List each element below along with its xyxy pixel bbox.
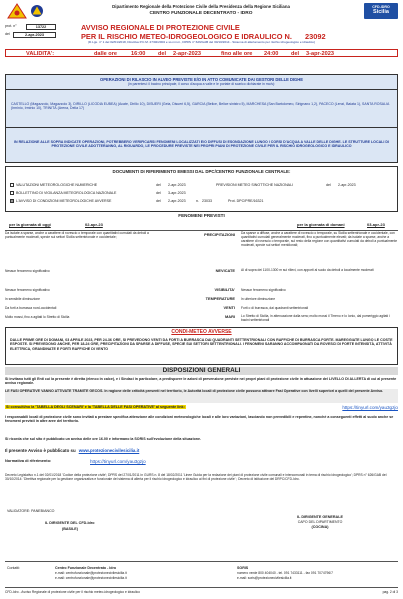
- document-checkbox[interactable]: [10, 183, 14, 187]
- operations-box: [5, 74, 398, 163]
- normative-row: [5, 459, 398, 467]
- phenomena-today-snow: Nessun fenomeno significativo: [5, 269, 50, 273]
- general-p1-text: Si invitano tutti gli Enti cui la presente è diretta (elenco in calce), e i Sindaci in particolare, a predisporre le azioni di prevenzione previste nei propri piani di protezione civile in attuazione del LIVELLO DI ALLERTA di cui al presente avviso regionale.: [5, 377, 397, 386]
- phenomena-section: [5, 213, 398, 323]
- title-legal: (D.Lgs. n° 1 del 02/01/2018, Direttiva P.C.M. 27/02/2004 e ss.mm.ii., DPRS n° 626/GAB del 30/10/2014 - Sistema di allertamento per rischio idrogeologico e idraulico): [87, 40, 315, 44]
- document-name-2: PREVISIONI METEO SINOTTICHE NAZIONALI: [216, 182, 294, 187]
- document-date: 2-apr-2023: [168, 182, 186, 187]
- publish-label: Il presente Avviso è pubblicato su: [5, 448, 76, 453]
- phenomena-title: FENOMENI PREVISTI: [178, 213, 225, 218]
- document-del-2: del: [326, 182, 331, 187]
- phenomena-tomorrow-wind: Forti o di burrasca, dai quadranti settentrionali: [241, 306, 309, 310]
- normative-label: Normativa di riferimento:: [5, 458, 52, 463]
- general-p5-text: Si ricorda che sul sito è pubblicato un avviso delle ore 16.00 e informano la SORIS sull'evoluzione della situazione.: [5, 437, 201, 441]
- phenomena-tomorrow-snow: Al di sopra dei 1100-1300 m sui rilievi, con apporti al suolo da deboli a localmente moderati: [241, 268, 374, 272]
- phenomena-today-vis: Nessun fenomeno significativo: [5, 288, 50, 292]
- tomorrow-label: per la giornata di domani: [297, 222, 345, 227]
- right-signer-sub: CAPO DEL DIPARTIMENTO: [297, 520, 343, 524]
- header-centre: CENTRO FUNZIONALE DECENTRATO - IDRO: [149, 11, 253, 16]
- tomorrow-date: 03-apr-23: [367, 222, 385, 227]
- cfd-logo: [364, 3, 398, 19]
- phenomena-cat-precip: PRECIPITAZIONI: [204, 232, 235, 237]
- phenomena-today-wind: Da forti a burrasca nord-occidentali: [5, 306, 57, 310]
- signatures: [5, 509, 398, 551]
- header: [5, 3, 398, 21]
- title-block: [5, 23, 398, 48]
- phenomena-cat-snow: NEVICATE: [215, 268, 235, 273]
- phenomena-tomorrow-precip: Da sparse a diffuse, anche a carattere di rovescio o temporale, su Sicilia settentrionale e occidentale, con quantitativi cumulati generalmente moderati, fino a puntualmente elevati; da isolate a sparse, anche a carattere di rovescio o temporale, sul resto della regione con quantitativi cumulati da deboli a puntualmente moderati, specie sui settori meridionali;: [241, 231, 398, 248]
- footer-page: pag. 2 di 3: [382, 590, 398, 594]
- sicily-logo: [7, 3, 27, 19]
- general-p2-text: LE FASI OPERATIVE VANNO ATTIVATE TRAMITE GECOS. In ragione delle criticità presenti nel territorio, le Autorità locali di protezione civile possono attivare Fasi Operative con livelli superiori a quelli del presente Avviso.: [5, 389, 384, 393]
- civil-protection-logo: [30, 4, 44, 18]
- general-p3: [5, 405, 398, 413]
- today-date: 02-apr-23: [85, 222, 103, 227]
- document-del: del: [156, 190, 161, 195]
- document-checkbox[interactable]: [10, 191, 14, 195]
- document-checkbox[interactable]: x: [11, 199, 13, 203]
- document-row: [10, 197, 395, 205]
- validity-label: VALIDITA':: [26, 51, 55, 57]
- general-p5: [5, 437, 398, 445]
- document-date-2: 2-apr-2023: [338, 182, 356, 187]
- normative-link[interactable]: https://tinyurl.com/yau3gzjo: [90, 459, 146, 464]
- tables-link-label: Si consulti/no la 'TABELLA DEGLI SCENARI' e la 'TABELLA DELLE FASI OPERATIVE' al seguente link:: [6, 405, 185, 409]
- document-del: del: [156, 198, 161, 203]
- today-label: per la giornata di oggi: [9, 222, 51, 227]
- documents-rows: [10, 181, 395, 205]
- date-label: del: [5, 32, 10, 37]
- phenomena-tomorrow-temp: In ulteriore diminuzione: [241, 297, 276, 301]
- document-name: VALUTAZIONI METEOROLOGICHE NUMERICHE: [16, 182, 98, 187]
- header-department: Dipartimento Regionale della Protezione Civile della Presidenza della Regione Siciliana: [112, 4, 290, 9]
- contacts: [5, 561, 398, 581]
- document-name: L'AVVISO DI CONDIZIONI METEOROLOGICHE AVVERSE: [16, 198, 112, 203]
- phenomena-cat-temp: TEMPERATURE: [205, 296, 235, 301]
- document-n-value: 23033: [202, 198, 212, 203]
- contacts-label: Contatti:: [7, 566, 21, 570]
- document-n-label: n.: [196, 198, 199, 203]
- document-date: 2-apr-2023: [168, 198, 186, 203]
- right-signer-name: (COCINA): [311, 525, 329, 529]
- contacts-org: Centro Funzionale Decentrato - Idro: [55, 566, 117, 570]
- phenomena-cat-sea: MARI: [225, 314, 235, 319]
- right-signer-title: IL DIRIGENTE GENERALE: [297, 515, 343, 519]
- soris-phone: numero verde 800 404040 - tel. 091 7433111 - fax 091 7074796/7: [237, 571, 333, 575]
- document-prot: Prot. DPC/PRE/16321: [228, 198, 264, 203]
- date-value: 2-apr-2023: [13, 32, 56, 38]
- title-line1: AVVISO REGIONALE DI PROTEZIONE CIVILE: [81, 23, 240, 32]
- validity-to-label: fino alle ore: [221, 51, 253, 57]
- general-title-bar: [5, 367, 398, 375]
- title-line2: PER IL RISCHIO METEO-IDROGEOLOGICO E IDRAULICO N.: [81, 32, 292, 41]
- validator-label: VALIDATORE: PANEBIANCO: [7, 509, 55, 513]
- prot-label: prot. n°: [5, 24, 17, 29]
- document-date: 3-apr-2023: [168, 190, 186, 195]
- footer-left: CFD-Idro - Avviso Regionale di protezione civile per il rischio meteo-idrogeologico e idraulico: [5, 590, 140, 594]
- phenomena-tomorrow-vis: Nessun fenomeno significativo: [241, 288, 286, 292]
- phenomena-today-sea: Molto mossi, fino a agitati lo Stretto di Sicilia: [5, 315, 70, 319]
- cfd-logo-sub: Sicilia: [373, 9, 389, 16]
- validity-from-del: del: [158, 51, 167, 57]
- normative-text: Decreto Legislativo n.1 del 02/01/2018 'Codice della protezione civile'; DPRS del 27/01/2011 in GURS n. 8 del 18/02/2011 'Linee Guida per la redazione dei piani di protezione civile comunali e intercomunali in tema di rischio idrogeologico'; DPRS n° 626/GAB del 30/10/2014: 'Direttiva regionale per la gestione organizzativa e funzionale del sistema di allerta per il rischio idrogeologico e idraulico ai fini di protezione civile' ; Decreto di istituzione del DRPC/CFD-Idro.: [5, 473, 387, 482]
- general-p4: [5, 415, 398, 435]
- document-row: [10, 181, 395, 189]
- validity-from-date: 2-apr-2023: [173, 51, 201, 57]
- validity-to-date: 3-apr-2023: [306, 51, 334, 57]
- title-number: 23092: [305, 32, 326, 41]
- protocol-box: [5, 23, 65, 38]
- general-p2: [5, 389, 398, 403]
- general-p6: [5, 448, 398, 456]
- document-row: [10, 189, 395, 197]
- document-page: [5, 3, 398, 595]
- publish-link[interactable]: www.protezionecivilesicilia.it: [78, 448, 140, 453]
- validity-from-time: 16:00: [131, 51, 146, 57]
- phenomena-tomorrow-sea: Lo Stretto di Sicilia, in attenuazione dalla sera; molto mossi il Tirreno e lo Ionio, dal pomeriggio agitati i bacini settentrionali: [241, 314, 390, 323]
- documents-title: DOCUMENTI DI RIFERIMENTO EMESSI DAL DPC/CENTRO FUNZIONALE CENTRALE:: [112, 169, 291, 174]
- validity-bar: [5, 49, 398, 57]
- validity-to-time: 24:00: [264, 51, 279, 57]
- validity-to-del: del: [291, 51, 300, 57]
- contacts-email1[interactable]: e-mail: centrofunzionale@protezionecivilesicilia.it: [55, 571, 127, 575]
- adverse-text: DALLE PRIME ORE DI DOMANI, 03 APRILE 2023, PER 24-36 ORE, SI PREVEDONO VENTI DA FORTI A BURRASCA DAI QUADRANTI SETTENTRIONALI CON RAFFICHE DI BURRASCA FORTE. MAREGGIATE LUNGO LE COSTE ESPOSTE. SI PREVEDONO ANCHE, PER 18-24 ORE, PRECIPITAZIONI DA SPARSE A DIFFUSE, SPECIE SUI SETTORI SETTENTRIONALI. I FENOMENI SARANNO ACCOMPAGNATI DA ROVESCI DI FORTE INTENSITÀ, ATTIVITÀ ELETTRICA, GRANDINATE E FORTI RAFFICHE DI VENTO: [10, 338, 393, 351]
- phenomena-cat-wind: VENTI: [223, 305, 235, 310]
- tables-link[interactable]: https://tinyurl.com/yau3gzjo: [342, 405, 398, 410]
- operations-title: OPERAZIONI DI RILASCIO IN ALVEO PREVISTE E/O IN ATTO COMUNICATE DAI GESTORI DELLE DIGHE: [100, 77, 303, 82]
- phenomena-today-temp: In sensibile diminuzione: [5, 297, 41, 301]
- operations-warning: IN RELAZIONE ALLE SOPRA INDICATE OPERAZIONI, POTREBBERO VERIFICARSI FENOMENI LOCALIZZATI E/O DIFFUSI DI ESONDAZIONE LUNGO I CORSI D'ACQUA A VALLE DELLE DIGHE. LE STRUTTURE LOCALI DI PROTEZIONE CIVILE ADOTTERANNO, AL RIGUARDO, LE PROCEDURE PREVISTE NEI PROPRI PIANI DI PROTEZIONE CIVILE PER IL RISCHIO IDROGEOLOGICO E IDRAULICO: [14, 140, 389, 149]
- normative-text-row: [5, 473, 398, 495]
- operations-divider-2: [6, 127, 397, 128]
- general-title: DISPOSIZIONI GENERALI: [162, 367, 241, 374]
- validity-from-label: dalle ore: [94, 51, 118, 57]
- cfd-logo-text: CFD-IDRO: [372, 5, 390, 9]
- adverse-title: CONDI-METEO AVVERSE: [171, 329, 232, 335]
- general-p4-text: I responsabili locali di protezione civile sono invitati a prestare specifica attenzione alle condizioni meteorologiche locali e alle loro variazioni, lasciando non prevedibili e repentine, nonché a conseguenti effetti al suolo anche se fenomeni previsti in altre aree del territorio.: [5, 415, 394, 424]
- footer: [5, 587, 398, 594]
- left-signer-name: (BASILE): [62, 527, 78, 531]
- document-name: BOLLETTINO DI VIGILANZA METEOROLOGICA NAZIONALE: [16, 190, 117, 195]
- left-signer-title: IL DIRIGENTE DEL CFD-Idro: [45, 521, 95, 525]
- adverse-box: [5, 327, 398, 365]
- operations-list: CASTELLO (Magazzolo, Magazzolo 3), DIRILLO (LICODIA EUBEA) (Acate, Dirillo 10), DISUERI (Gela, Disueri 6,5), GARCIA (Belice, Belice sinistro 5), MARCHESA (San Bartolomeo, Sirignano 1,2), PACECO (Lenzi, Baiata 1), SANTA ROSALIA (Irminio, Irminio 10), TRINITÀ (Arena, Delia 17): [11, 102, 390, 111]
- operations-subtitle: (in parentesi: il bacino principale, il corso d'acqua a valle e le portate di scarico dichiarate in mc/s):: [127, 82, 276, 87]
- operations-divider: [6, 89, 397, 90]
- documents-box: [5, 166, 398, 212]
- document-del: del: [156, 182, 161, 187]
- soris-email[interactable]: e-mail: soris@protezionecivilesicilia.it: [237, 576, 292, 580]
- phenomena-today-precip: Da isolate a sparse, anche a carattere di rovescio o temporale con quantitativi cumulati da deboli a puntualmente moderati, specie sui settori Sicilia settentrionale e occidentale;: [5, 231, 149, 240]
- contacts-email2[interactable]: e-mail: centrofunzionale@protezionecivilesicilia.it: [55, 576, 127, 580]
- soris-label: SORIS: [237, 566, 249, 570]
- phenomena-cat-vis: VISIBILITA': [214, 287, 235, 292]
- prot-value: 13722: [26, 24, 56, 30]
